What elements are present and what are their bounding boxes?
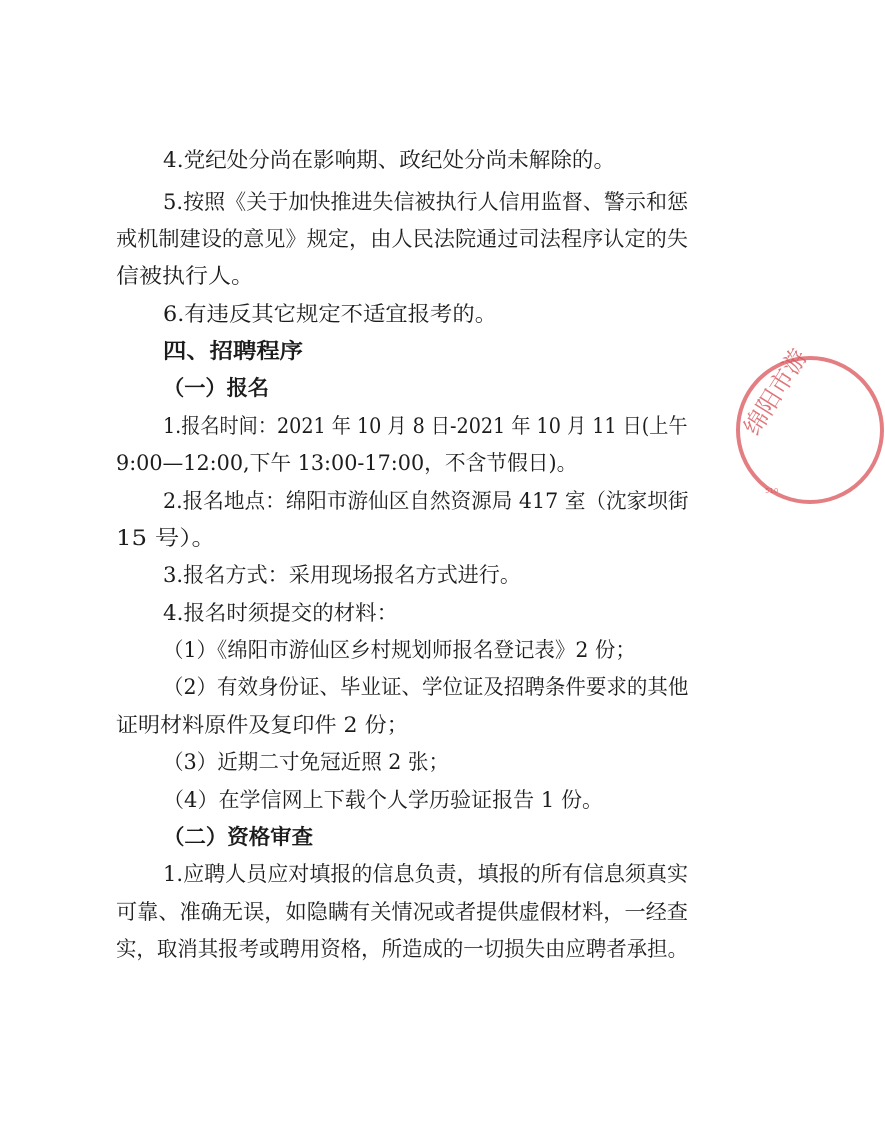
line-text: （一）报名 bbox=[163, 375, 269, 400]
line-text: 5.按照《关于加快推进失信被执行人信用监督、警示和惩 bbox=[163, 190, 689, 214]
line-reg-method bbox=[0, 555, 793, 595]
line-text: （2）有效身份证、毕业证、学位证及招聘条件要求的其他 bbox=[163, 675, 689, 699]
line-text: 实，取消其报考或聘用资格，所造成的一切损失由应聘者承担。 bbox=[116, 937, 688, 961]
line-reg-time-l2 bbox=[0, 443, 793, 483]
line-mat-1 bbox=[0, 630, 793, 670]
line-text: 2.报名地点：绵阳市游仙区自然资源局 417 室（沈家坝街 bbox=[163, 489, 689, 513]
line-item-4 bbox=[0, 140, 793, 180]
seal-graphic bbox=[735, 343, 885, 505]
line-text: 15 号）。 bbox=[116, 526, 216, 550]
line-mat-3 bbox=[0, 742, 793, 782]
line-item-5-l1 bbox=[0, 182, 793, 222]
subsection-heading bbox=[0, 817, 793, 857]
line-text: 3.报名方式：采用现场报名方式进行。 bbox=[163, 563, 522, 587]
subsection-heading bbox=[0, 368, 793, 408]
line-mat-2-l1 bbox=[0, 667, 793, 707]
line-item-5-l2 bbox=[0, 219, 793, 259]
line-text: 9:00—12:00,下午 13:00-17:00，不含节假日)。 bbox=[116, 451, 578, 475]
seal-text: 绵阳市游 bbox=[738, 343, 813, 441]
line-reg-materials bbox=[0, 593, 793, 633]
line-text: 四、招聘程序 bbox=[163, 338, 303, 363]
line-text: 可靠、准确无误，如隐瞒有关情况或者提供虚假材料，一经查 bbox=[116, 900, 688, 924]
line-text: 6.有违反其它规定不适宜报考的。 bbox=[163, 302, 498, 326]
line-reg-place-l2 bbox=[0, 518, 793, 558]
line-text: 戒机制建设的意见》规定，由人民法院通过司法程序认定的失 bbox=[116, 227, 688, 251]
official-seal bbox=[735, 343, 885, 505]
line-text: 1.报名时间：2021 年 10 月 8 日-2021 年 10 月 11 日(上午 bbox=[163, 414, 688, 438]
line-text: （4）在学信网上下载个人学历验证报告 1 份。 bbox=[163, 788, 604, 812]
line-text: 4.党纪处分尚在影响期、政纪处分尚未解除的。 bbox=[163, 148, 616, 172]
line-item-5-l3 bbox=[0, 256, 793, 296]
line-item-6 bbox=[0, 294, 793, 334]
section-heading bbox=[0, 331, 793, 371]
line-text: （二）资格审查 bbox=[163, 824, 313, 849]
line-reg-place-l1 bbox=[0, 481, 793, 521]
line-text: 证明材料原件及复印件 2 份； bbox=[116, 713, 409, 737]
line-review-l3 bbox=[0, 929, 793, 969]
line-review-l1 bbox=[0, 854, 793, 894]
line-review-l2 bbox=[0, 892, 793, 932]
line-mat-4 bbox=[0, 780, 793, 820]
line-mat-2-l2 bbox=[0, 705, 793, 745]
line-text: （1）《绵阳市游仙区乡村规划师报名登记表》2 份； bbox=[163, 638, 636, 662]
line-text: （3）近期二寸免冠近照 2 张； bbox=[163, 750, 450, 774]
seal-number: 510 bbox=[765, 487, 779, 495]
line-reg-time-l1 bbox=[0, 406, 793, 446]
line-text: 信被执行人。 bbox=[116, 264, 254, 288]
line-text: 4.报名时须提交的材料： bbox=[163, 601, 399, 625]
line-text: 1.应聘人员应对填报的信息负责，填报的所有信息须真实 bbox=[163, 862, 689, 886]
